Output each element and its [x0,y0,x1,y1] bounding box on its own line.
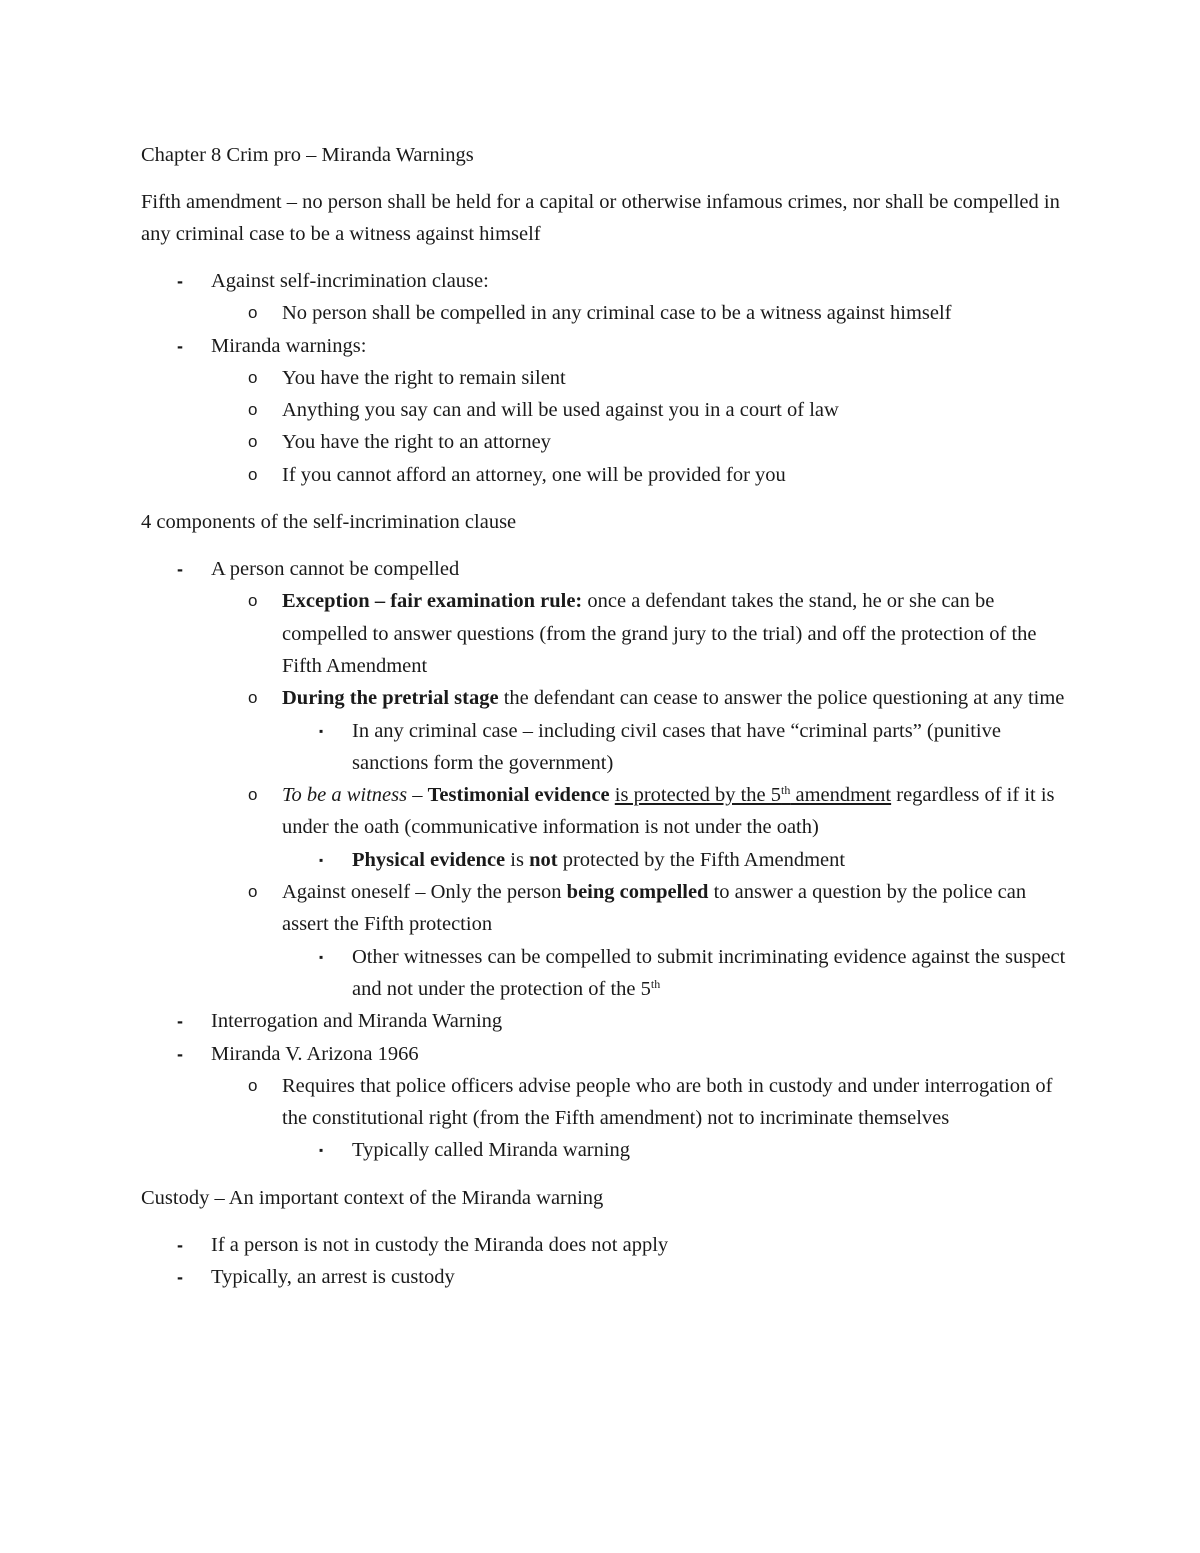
circle-bullet-icon: o [248,367,258,387]
dash-marker: - [177,335,183,356]
list-item: ▪ Typically called Miranda warning [141,1134,1071,1166]
square-bullet-icon: ▪ [319,723,324,738]
circle-bullet-icon: o [248,303,258,323]
list-item: o Anything you say can and will be used against you in a court of law [141,394,1071,426]
list-item: o Exception – fair examination rule: once a defendant takes the stand, he or she can be compelled to answer questions (from the grand jury to the trial) and off the protection of the Fifth Amendment [141,585,1071,682]
list-item: o During the pretrial stage the defendant can cease to answer the police questioning at any time [141,682,1071,714]
circle-bullet-icon: o [248,1075,258,1095]
list-item: ▪ Other witnesses can be compelled to submit incriminating evidence against the suspect and not under the protection of the 5th [141,941,1071,1006]
dash-marker: - [177,1234,183,1255]
list-item: - Miranda warnings: [141,330,1071,362]
square-bullet-icon: ▪ [319,852,324,867]
list-item: - If a person is not in custody the Miranda does not apply [141,1229,1071,1261]
list-item: o Requires that police officers advise people who are both in custody and under interrogation of the constitutional right (from the Fifth amendment) not to incriminate themselves [141,1070,1071,1135]
list-item: o Against oneself – Only the person being compelled to answer a question by the police can assert the Fifth protection [141,876,1071,941]
circle-bullet-icon: o [248,464,258,484]
list-item: ▪ Physical evidence is not protected by the Fifth Amendment [141,844,1071,876]
circle-bullet-icon: o [248,432,258,452]
list-item: o You have the right to an attorney [141,426,1071,458]
bullet-list-custody [141,1229,1071,1294]
circle-bullet-icon: o [248,882,258,902]
list-item: ▪ In any criminal case – including civil cases that have “criminal parts” (punitive sanctions form the government) [141,715,1071,780]
custody-heading: Custody – An important context of the Miranda warning [141,1186,604,1209]
list-item: - A person cannot be compelled [141,553,1071,585]
list-item: - Miranda V. Arizona 1966 [141,1038,1071,1070]
list-item: - Interrogation and Miranda Warning [141,1005,1071,1037]
fifth-amendment-intro: Fifth amendment – no person shall be held for a capital or otherwise infamous crimes, nor shall be compelled in any criminal case to be a witness against himself [141,191,1060,245]
dash-marker: - [177,1011,183,1032]
dash-marker: - [177,271,183,291]
circle-bullet-icon: o [248,785,258,805]
dash-marker: - [177,1043,183,1064]
list-item: - Typically, an arrest is custody [141,1261,1071,1293]
dash-marker: - [177,559,183,580]
circle-bullet-icon: o [248,688,258,708]
list-item: o To be a witness – Testimonial evidence is protected by the 5th amendment regardless of if it is under the oath (communicative information is not under the oath) [141,779,1071,844]
list-item: o No person shall be compelled in any criminal case to be a witness against himself [141,297,1071,329]
square-bullet-icon: ▪ [319,1143,324,1158]
circle-bullet-icon: o [248,400,258,420]
document-page [141,139,1071,1293]
dash-marker: - [177,1267,183,1288]
bullet-list-components [141,553,1071,1167]
components-heading: 4 components of the self-incrimination clause [141,511,517,534]
bullet-list-clauses [141,265,1071,491]
circle-bullet-icon: o [248,591,258,611]
list-item: o If you cannot afford an attorney, one will be provided for you [141,459,1071,491]
doc-title: Chapter 8 Crim pro – Miranda Warnings [141,144,474,166]
list-item: o You have the right to remain silent [141,362,1071,394]
square-bullet-icon: ▪ [319,949,324,964]
list-item: - Against self-incrimination clause: [141,265,1071,297]
